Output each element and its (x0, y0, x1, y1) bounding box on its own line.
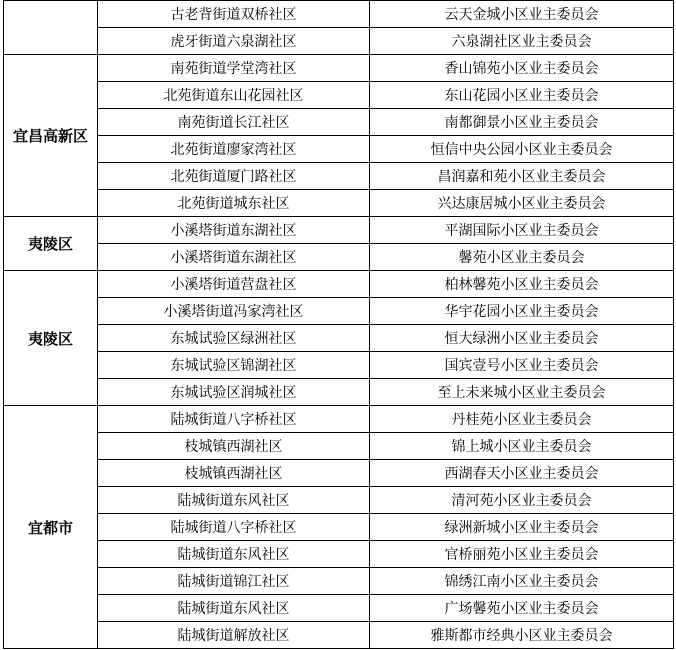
committee-cell: 南都御景小区业主委员会 (370, 109, 674, 136)
community-cell: 陆城街道东风社区 (98, 487, 370, 514)
table-row (4, 406, 674, 433)
table-row (4, 541, 674, 568)
community-cell: 小溪塔街道东湖社区 (98, 244, 370, 271)
committee-cell: 香山锦苑小区业主委员会 (370, 55, 674, 82)
committee-cell: 恒大绿洲小区业主委员会 (370, 325, 674, 352)
community-cell: 虎牙街道六泉湖社区 (98, 28, 370, 55)
community-cell: 枝城镇西湖社区 (98, 433, 370, 460)
table-row (4, 460, 674, 487)
community-cell: 南苑街道长江社区 (98, 109, 370, 136)
committee-cell: 雅斯都市经典小区业主委员会 (370, 622, 674, 649)
table-row (4, 433, 674, 460)
committee-cell: 广场馨苑小区业主委员会 (370, 595, 674, 622)
district-cell: 夷陵区 (4, 271, 98, 406)
community-cell: 陆城街道东风社区 (98, 595, 370, 622)
committee-cell: 国宾壹号小区业主委员会 (370, 352, 674, 379)
district-cell (4, 1, 98, 55)
community-cell: 小溪塔街道营盘社区 (98, 271, 370, 298)
committee-table (3, 0, 674, 649)
community-cell: 东城试验区锦湖社区 (98, 352, 370, 379)
committee-cell: 锦绣江南小区业主委员会 (370, 568, 674, 595)
table-row (4, 82, 674, 109)
table-row (4, 1, 674, 28)
committee-cell: 丹桂苑小区业主委员会 (370, 406, 674, 433)
table-body (4, 1, 674, 649)
committee-cell: 兴达康居城小区业主委员会 (370, 190, 674, 217)
community-cell: 北苑街道厦门路社区 (98, 163, 370, 190)
community-cell: 北苑街道东山花园社区 (98, 82, 370, 109)
committee-cell: 绿洲新城小区业主委员会 (370, 514, 674, 541)
community-cell: 小溪塔街道东湖社区 (98, 217, 370, 244)
table-row (4, 163, 674, 190)
community-cell: 东城试验区绿洲社区 (98, 325, 370, 352)
community-cell: 陆城街道东风社区 (98, 541, 370, 568)
community-cell: 东城试验区润城社区 (98, 379, 370, 406)
table-row (4, 28, 674, 55)
table-row (4, 298, 674, 325)
table-row (4, 379, 674, 406)
table-row (4, 622, 674, 649)
district-cell: 宜昌高新区 (4, 55, 98, 217)
community-cell: 陆城街道八字桥社区 (98, 406, 370, 433)
committee-cell: 平湖国际小区业主委员会 (370, 217, 674, 244)
table-row (4, 487, 674, 514)
committee-cell: 云天金城小区业主委员会 (370, 1, 674, 28)
table-row (4, 325, 674, 352)
committee-cell: 馨苑小区业主委员会 (370, 244, 674, 271)
table-row (4, 352, 674, 379)
table-row (4, 190, 674, 217)
community-cell: 北苑街道廖家湾社区 (98, 136, 370, 163)
table-row (4, 244, 674, 271)
community-cell: 枝城镇西湖社区 (98, 460, 370, 487)
committee-cell: 至上未来城小区业主委员会 (370, 379, 674, 406)
committee-cell: 华宇花园小区业主委员会 (370, 298, 674, 325)
district-cell: 夷陵区 (4, 217, 98, 271)
committee-cell: 东山花园小区业主委员会 (370, 82, 674, 109)
community-cell: 南苑街道学堂湾社区 (98, 55, 370, 82)
community-cell: 陆城街道八字桥社区 (98, 514, 370, 541)
committee-cell: 六泉湖社区业主委员会 (370, 28, 674, 55)
committee-cell: 恒信中央公园小区业主委员会 (370, 136, 674, 163)
committee-cell: 官桥丽苑小区业主委员会 (370, 541, 674, 568)
table-row (4, 55, 674, 82)
table-row (4, 217, 674, 244)
table-row (4, 136, 674, 163)
table-row (4, 109, 674, 136)
community-cell: 陆城街道解放社区 (98, 622, 370, 649)
table-row (4, 568, 674, 595)
committee-cell: 西湖春天小区业主委员会 (370, 460, 674, 487)
table-row (4, 514, 674, 541)
committee-cell: 清河苑小区业主委员会 (370, 487, 674, 514)
table-row (4, 271, 674, 298)
committee-cell: 柏林馨苑小区业主委员会 (370, 271, 674, 298)
community-cell: 小溪塔街道冯家湾社区 (98, 298, 370, 325)
community-cell: 陆城街道锦江社区 (98, 568, 370, 595)
committee-cell: 昌润嘉和苑小区业主委员会 (370, 163, 674, 190)
community-cell: 北苑街道城东社区 (98, 190, 370, 217)
community-cell: 古老背街道双桥社区 (98, 1, 370, 28)
committee-cell: 锦上城小区业主委员会 (370, 433, 674, 460)
district-cell: 宜都市 (4, 406, 98, 649)
table-row (4, 595, 674, 622)
